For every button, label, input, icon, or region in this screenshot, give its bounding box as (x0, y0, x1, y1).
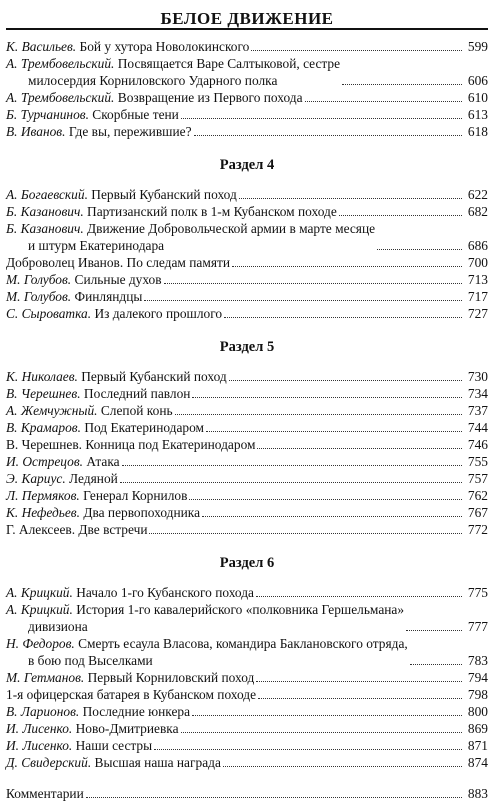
toc-entry-author: А. Крицкий. (6, 585, 73, 600)
toc-entry-text (6, 487, 187, 504)
toc-entry-title: Начало 1-го Кубанского похода (76, 585, 254, 600)
toc-entry-text (6, 504, 200, 521)
toc-entry-page: 871 (467, 738, 488, 753)
toc-entry-title: Комментарии (6, 786, 84, 801)
toc-entry-text (6, 754, 221, 771)
toc-entry-author: И. Острецов. (6, 454, 84, 469)
toc-section (6, 555, 488, 771)
toc-entry-title: Атака (86, 454, 120, 469)
toc-entry-author: М. Гетманов. (6, 670, 85, 685)
toc-entry-text (6, 453, 120, 470)
toc-entry-title-continued: дивизиона (28, 619, 88, 634)
dot-leader (192, 397, 462, 398)
toc-entry (6, 305, 488, 322)
toc-entry (6, 436, 488, 453)
dot-leader (239, 198, 462, 199)
toc-entry-title: Движение Добровольческой армии в марте месяце (87, 221, 376, 236)
toc-entry-author: Д. Свидерский. (6, 755, 92, 770)
toc-entry-title: Первый Кубанский поход (81, 369, 227, 384)
dot-leader (410, 664, 462, 665)
toc-entry-page: 682 (467, 204, 488, 219)
toc-entry-author: А. Трембовельский. (6, 90, 115, 105)
toc-entry (6, 55, 488, 89)
toc-entry-page: 777 (467, 619, 488, 634)
toc-entry (6, 720, 488, 737)
toc-entry-title: Бой у хутора Новолокинского (79, 39, 250, 54)
toc-entry-title: Генерал Корнилов (83, 488, 188, 503)
dot-leader (257, 448, 462, 449)
dot-leader (181, 118, 462, 119)
table-of-contents (6, 38, 488, 802)
toc-entry (6, 89, 488, 106)
toc-entry-text (6, 368, 227, 385)
toc-entry (6, 737, 488, 754)
dot-leader (258, 698, 462, 699)
toc-entry-page: 775 (467, 585, 488, 600)
section-list (6, 157, 488, 771)
toc-entry-title: Высшая наша награда (94, 755, 221, 770)
toc-entry-text (6, 305, 222, 322)
toc-entry (6, 106, 488, 123)
dot-leader (181, 732, 462, 733)
toc-entry-author: М. Голубов. (6, 272, 72, 287)
toc-entry-title: Два первопоходника (83, 505, 201, 520)
toc-entry-author: Э. Кариус. (6, 471, 66, 486)
section-heading: Раздел 4 (219, 157, 275, 173)
dot-leader (86, 797, 462, 798)
toc-entry (6, 203, 488, 220)
toc-entry-page: 883 (467, 786, 488, 801)
dot-leader (194, 135, 462, 136)
toc-entry-text (6, 123, 192, 140)
toc-entry-title: Посвящается Варе Салтыковой, сестре (117, 56, 341, 71)
toc-entry-author: Б. Турчанинов. (6, 107, 89, 122)
dot-leader (189, 499, 462, 500)
running-header (6, 0, 488, 30)
toc-entry (6, 453, 488, 470)
dot-leader (305, 101, 462, 102)
toc-entry-author: М. Голубов. (6, 289, 72, 304)
dot-leader (175, 414, 462, 415)
toc-entry-title: Сильные духов (74, 272, 162, 287)
toc-entry-page: 869 (467, 721, 488, 736)
toc-entry-text (6, 669, 254, 686)
toc-entry (6, 703, 488, 720)
toc-section (6, 339, 488, 538)
toc-entry-text (6, 686, 256, 703)
toc-entry (6, 487, 488, 504)
toc-entry-comments (6, 785, 488, 802)
toc-entry (6, 584, 488, 601)
dot-leader (229, 380, 462, 381)
dot-leader (206, 431, 462, 432)
toc-entry (6, 686, 488, 703)
toc-entry-page: 800 (467, 704, 488, 719)
toc-entry (6, 288, 488, 305)
toc-entry-title: Скорбные тени (92, 107, 179, 122)
toc-entry-page: 746 (467, 437, 488, 452)
toc-entry-text (6, 288, 142, 305)
toc-entry-author: В. Крамаров. (6, 420, 81, 435)
toc-entry-page: 755 (467, 454, 488, 469)
toc-entry-title: Последний павлон (83, 386, 191, 401)
toc-entry-title: Ледяной (69, 471, 118, 486)
toc-entry-page: 613 (467, 107, 488, 122)
section-heading: Раздел 5 (219, 339, 275, 355)
toc-entry-text (6, 106, 179, 123)
toc-entry-page: 734 (467, 386, 488, 401)
toc-entry (6, 470, 488, 487)
toc-entry-text (6, 584, 254, 601)
dot-leader (256, 681, 462, 682)
toc-entry-author: Л. Пермяков. (6, 488, 80, 503)
intro-entry-list (6, 38, 488, 140)
toc-entry-page: 686 (467, 238, 488, 253)
toc-entry-author: В. Черешнев. (6, 386, 81, 401)
toc-entry-author: К. Васильев. (6, 39, 77, 54)
toc-entry-page: 717 (467, 289, 488, 304)
toc-entry-title: Партизанский полк в 1-м Кубанском походе (87, 204, 337, 219)
toc-entry (6, 271, 488, 288)
toc-entry (6, 254, 488, 271)
toc-entry-page: 772 (467, 522, 488, 537)
toc-entry-page: 767 (467, 505, 488, 520)
toc-entry-text (6, 635, 408, 669)
dot-leader (202, 516, 462, 517)
toc-entry-author: В. Ларионов. (6, 704, 80, 719)
toc-entry-page: 700 (467, 255, 488, 270)
toc-entry-author: К. Нефедьев. (6, 505, 80, 520)
toc-entry-text (6, 436, 255, 453)
toc-entry-title-continued: милосердия Корниловского Ударного полка (28, 73, 278, 88)
toc-entry-page: 762 (467, 488, 488, 503)
toc-entry-page: 798 (467, 687, 488, 702)
toc-entry-page: 783 (467, 653, 488, 668)
toc-entry-text (6, 220, 375, 254)
toc-entry-author: А. Жемчужный. (6, 403, 98, 418)
toc-entry-title: Доброволец Иванов. По следам памяти (6, 255, 231, 270)
toc-entry-text (6, 720, 179, 737)
toc-entry (6, 123, 488, 140)
toc-entry-page: 618 (467, 124, 488, 139)
dot-leader (251, 50, 462, 51)
dot-leader (154, 749, 462, 750)
section-heading: Раздел 6 (219, 555, 275, 571)
toc-entry-title: Из далекого прошлого (94, 306, 223, 321)
toc-entry-text (6, 419, 204, 436)
toc-entry-author: В. Иванов. (6, 124, 66, 139)
toc-entry (6, 754, 488, 771)
toc-entry-text (6, 186, 237, 203)
toc-entry (6, 368, 488, 385)
dot-leader (149, 533, 462, 534)
dot-leader (406, 630, 462, 631)
toc-entry-text (6, 254, 230, 271)
toc-entry-text (6, 38, 249, 55)
toc-entry-title: Финляндцы (74, 289, 143, 304)
toc-entry-text (6, 203, 337, 220)
dot-leader (122, 465, 462, 466)
toc-entry-title: Смерть есаула Власова, командира Баклановского отряда, (78, 636, 408, 651)
toc-entry-author: Б. Казанович. (6, 204, 84, 219)
toc-entry (6, 385, 488, 402)
toc-entry-page: 622 (467, 187, 488, 202)
toc-entry-title: 1-я офицерская батарея в Кубанском походе (6, 687, 257, 702)
toc-entry-page: 727 (467, 306, 488, 321)
toc-entry-page: 730 (467, 369, 488, 384)
toc-entry (6, 38, 488, 55)
toc-entry-title: Первый Корниловский поход (87, 670, 255, 685)
toc-entry-page: 744 (467, 420, 488, 435)
running-header-title: БЕЛОЕ ДВИЖЕНИЕ (160, 9, 334, 28)
dot-leader (164, 283, 462, 284)
toc-entry-title: Слепой конь (100, 403, 173, 418)
toc-entry-text (6, 737, 152, 754)
toc-section (6, 157, 488, 322)
toc-entry (6, 402, 488, 419)
toc-entry-page: 713 (467, 272, 488, 287)
toc-entry-author: И. Лисенко. (6, 738, 73, 753)
toc-entry-title-continued: и штурм Екатеринодара (28, 238, 165, 253)
toc-entry-text (6, 521, 147, 538)
toc-entry-title: Последние юнкера (82, 704, 191, 719)
toc-entry (6, 220, 488, 254)
toc-entry-author: А. Трембовельский. (6, 56, 115, 71)
toc-entry-title: Г. Алексеев. Две встречи (6, 522, 148, 537)
toc-entry-author: К. Николаев. (6, 369, 78, 384)
toc-entry-title: В. Черешнев. Конница под Екатеринодаром (6, 437, 256, 452)
toc-entry-page: 757 (467, 471, 488, 486)
toc-entry-page: 599 (467, 39, 488, 54)
toc-entry-title: История 1-го кавалерийского «полковника Гершельмана» (76, 602, 405, 617)
toc-entry-text (6, 470, 118, 487)
dot-leader (120, 482, 462, 483)
toc-entry-title-continued: в бою под Выселками (28, 653, 153, 668)
toc-entry (6, 504, 488, 521)
toc-entry-author: И. Лисенко. (6, 721, 73, 736)
dot-leader (232, 266, 462, 267)
dot-leader (342, 84, 462, 85)
toc-entry-title: Наши сестры (75, 738, 153, 753)
toc-entry-author: Б. Казанович. (6, 221, 84, 236)
toc-entry-page: 610 (467, 90, 488, 105)
toc-entry (6, 635, 488, 669)
dot-leader (339, 215, 462, 216)
dot-leader (223, 766, 462, 767)
toc-entry-page: 606 (467, 73, 488, 88)
toc-entry-title: Ново-Дмитриевка (75, 721, 179, 736)
toc-entry-author: А. Крицкий. (6, 602, 73, 617)
toc-entry-page: 874 (467, 755, 488, 770)
dot-leader (256, 596, 462, 597)
toc-entry (6, 669, 488, 686)
toc-entry-title: Первый Кубанский поход (91, 187, 237, 202)
toc-entry-title: Под Екатеринодаром (84, 420, 205, 435)
toc-entry (6, 601, 488, 635)
toc-entry-page: 737 (467, 403, 488, 418)
toc-entry-author: С. Сыроватка. (6, 306, 92, 321)
toc-entry-author: А. Богаевский. (6, 187, 88, 202)
toc-entry-page: 794 (467, 670, 488, 685)
toc-entry (6, 419, 488, 436)
toc-entry-author: Н. Федоров. (6, 636, 75, 651)
toc-entry-text (6, 601, 404, 635)
toc-entry-text (6, 385, 190, 402)
toc-entry-text (6, 271, 162, 288)
dot-leader (377, 249, 462, 250)
toc-entry (6, 521, 488, 538)
toc-entry-title: Возвращение из Первого похода (117, 90, 303, 105)
dot-leader (144, 300, 462, 301)
toc-entry-title: Где вы, пережившие? (68, 124, 192, 139)
toc-entry-text (6, 703, 190, 720)
toc-entry (6, 186, 488, 203)
toc-entry-text (6, 55, 340, 89)
dot-leader (224, 317, 462, 318)
toc-entry-text (6, 89, 303, 106)
dot-leader (192, 715, 462, 716)
toc-entry-text (6, 402, 173, 419)
